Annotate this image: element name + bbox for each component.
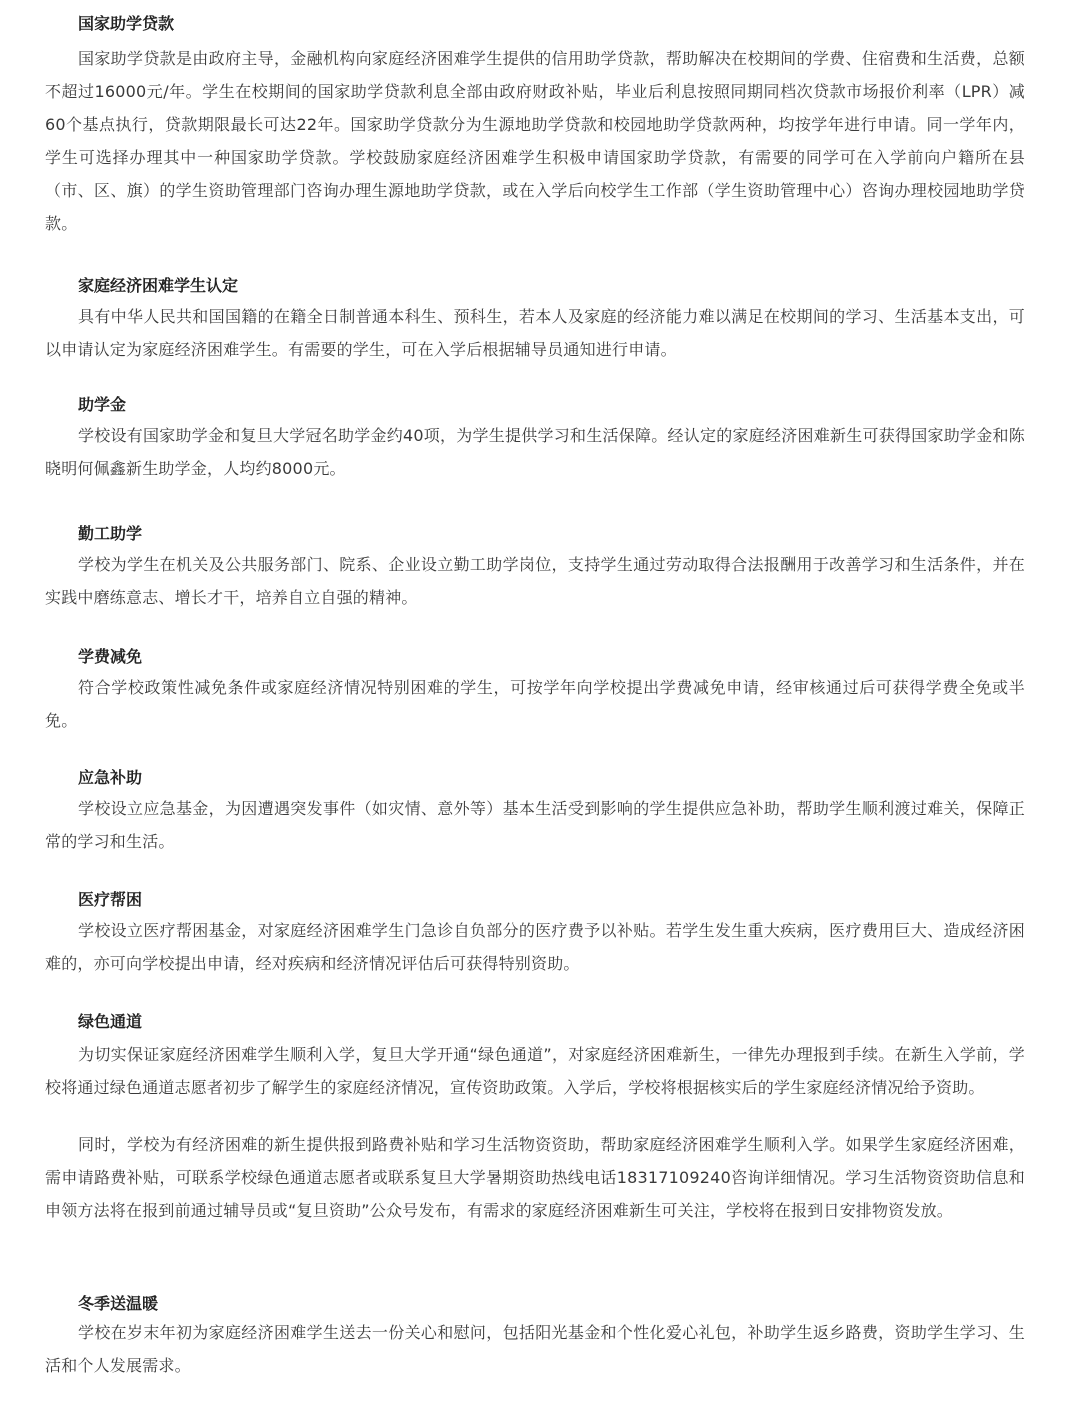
section-paragraph: 同时，学校为有经济困难的新生提供报到路费补贴和学习生活物资资助，帮助家庭经济困难学生顺利入学。如果学生家庭经济困难，需申请路费补贴，可联系学校绿色通道志愿者或联系复旦大学暑期资助热线电话18317109240咨询详细情况。学习生活物资资助信息和申领方法将在报到前通过辅导员或“复旦资助”公众号发布，有需求的家庭经济困难新生可关注，学校将在报到日安排物资发放。 bbox=[45, 1135, 1025, 1220]
section-paragraph: 学校设有国家助学金和复旦大学冠名助学金约40项，为学生提供学习和生活保障。经认定的家庭经济困难新生可获得国家助学金和陈晓明何佩鑫新生助学金，人均约8000元。 bbox=[45, 426, 1025, 478]
section-paragraph: 符合学校政策性减免条件或家庭经济情况特别困难的学生，可按学年向学校提出学费减免申请，经审核通过后可获得学费全免或半免。 bbox=[45, 678, 1025, 730]
section-title: 国家助学贷款 bbox=[78, 14, 175, 33]
section-title: 医疗帮困 bbox=[78, 890, 143, 909]
section-title: 应急补助 bbox=[78, 768, 143, 787]
section-paragraph: 国家助学贷款是由政府主导，金融机构向家庭经济困难学生提供的信用助学贷款，帮助解决在校期间的学费、住宿费和生活费，总额不超过16000元/年。学生在校期间的国家助学贷款利息全部由政府财政补贴，毕业后利息按照同期同档次贷款市场报价利率（LPR）减60个基点执行，贷款期限最长可达22年。国家助学贷款分为生源地助学贷款和校园地助学贷款两种，均按学年进行申请。同一学年内，学生可选择办理其中一种国家助学贷款。学校鼓励家庭经济困难学生积极申请国家助学贷款，有需要的同学可在入学前向户籍所在县（市、区、旗）的学生资助管理部门咨询办理生源地助学贷款，或在入学后向校学生工作部（学生资助管理中心）咨询办理校园地助学贷款。 bbox=[45, 49, 1025, 233]
section-paragraph: 学校在岁末年初为家庭经济困难学生送去一份关心和慰问，包括阳光基金和个性化爱心礼包，补助学生返乡路费，资助学生学习、生活和个人发展需求。 bbox=[45, 1323, 1025, 1375]
section-paragraph: 学校设立医疗帮困基金，对家庭经济困难学生门急诊自负部分的医疗费予以补贴。若学生发生重大疾病，医疗费用巨大、造成经济困难的，亦可向学校提出申请，经对疾病和经济情况评估后可获得特别资助。 bbox=[45, 921, 1025, 973]
section-title: 家庭经济困难学生认定 bbox=[78, 276, 239, 295]
section-title: 助学金 bbox=[78, 395, 127, 414]
section-title: 绿色通道 bbox=[78, 1012, 143, 1031]
section-paragraph: 具有中华人民共和国国籍的在籍全日制普通本科生、预科生，若本人及家庭的经济能力难以满足在校期间的学习、生活基本支出，可以申请认定为家庭经济困难学生。有需要的学生，可在入学后根据辅导员通知进行申请。 bbox=[45, 307, 1025, 359]
section-paragraph: 为切实保证家庭经济困难学生顺利入学，复旦大学开通“绿色通道”，对家庭经济困难新生，一律先办理报到手续。在新生入学前，学校将通过绿色通道志愿者初步了解学生的家庭经济情况，宣传资助政策。入学后，学校将根据核实后的学生家庭经济情况给予资助。 bbox=[45, 1045, 1025, 1097]
section-title: 学费减免 bbox=[78, 647, 143, 666]
section-title: 勤工助学 bbox=[78, 524, 143, 543]
section-paragraph: 学校设立应急基金，为因遭遇突发事件（如灾情、意外等）基本生活受到影响的学生提供应急补助，帮助学生顺利渡过难关，保障正常的学习和生活。 bbox=[45, 799, 1025, 851]
section-title: 冬季送温暖 bbox=[78, 1294, 159, 1313]
section-paragraph: 学校为学生在机关及公共服务部门、院系、企业设立勤工助学岗位，支持学生通过劳动取得合法报酬用于改善学习和生活条件，并在实践中磨练意志、增长才干，培养自立自强的精神。 bbox=[45, 555, 1025, 607]
